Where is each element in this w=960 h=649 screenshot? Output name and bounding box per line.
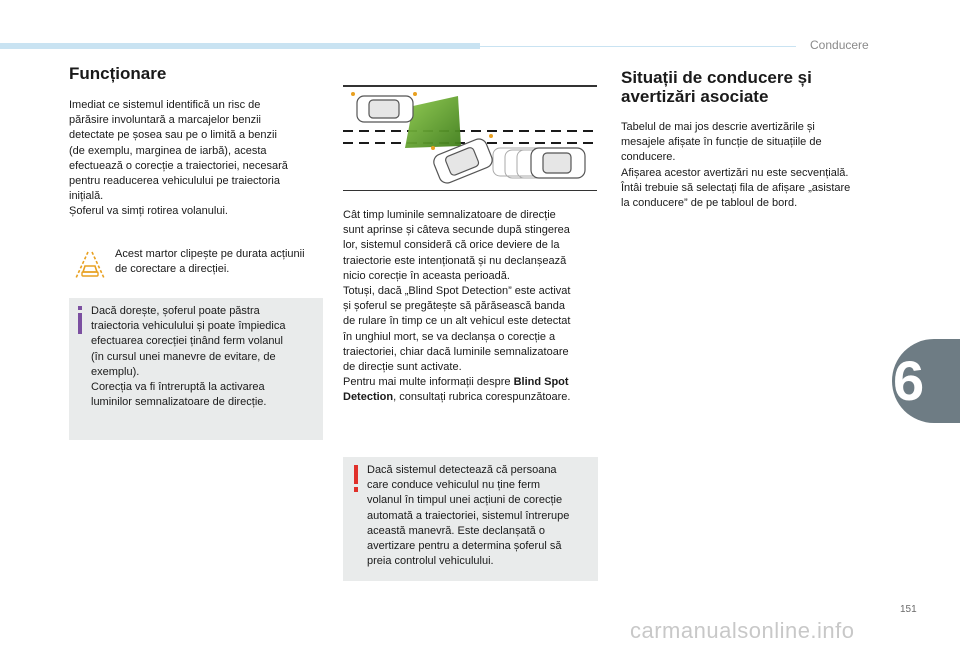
section-title-operation: Funcționare (69, 64, 167, 83)
indicator-note: Acest martor clipește pe durata acțiunii de corectare a direcției. (115, 248, 305, 276)
operation-paragraph: Imediat ce sistemul identifică un risc de părăsire involuntară a marcajelor benzii detectate pe șosea sau pe o limită a benzii (de exemplu, marginea de iarbă), acesta efectuează o corecție a traiectoriei, necesară pentru readucerea vehiculului pe traiectoria inițială. Șoferul va simți rotirea volanului. (69, 99, 288, 218)
column-situations (621, 68, 881, 211)
header-accent-line (480, 46, 796, 47)
watermark: carmanualsonline.info (630, 618, 855, 643)
exclamation-icon (352, 465, 360, 493)
lane-departure-icon (70, 250, 110, 280)
info-box (69, 298, 323, 440)
info-icon (75, 306, 85, 334)
header-accent-bar (0, 43, 480, 49)
alert-note: Dacă sistemul detectează că persoana care conduce vehiculul nu ține ferm volanul în timpul unei acțiuni de corecție automată a traiectoriei, sistemul întrerupe această manevră. Este declanșată o avertizare pentru a determina șoferul să preia controlul vehiculului. (367, 464, 570, 568)
situations-paragraph: Tabelul de mai jos descrie avertizările și mesajele afișate în funcție de situațiile de conducere. Afișarea acestor avertizări nu este secvențială. Întâi trebuie să selectați fila de afișare „asistare la conducere” de pe tabloul de bord. (621, 121, 851, 210)
illustration-bottom-rule (343, 190, 597, 191)
chapter-number: 6 (893, 349, 925, 412)
section-title-situations: Situații de conducere și avertizări asociate (621, 68, 812, 106)
turn-signal-text: Cât timp luminile semnalizatoare de direcție sunt aprinse și câteva secunde după stingerea lor, sistemul consideră că orice deviere de la traiectorie este intenționată și nu declanșează nicio corecție în aceasta perioadă. Totuși, dacă „Blind Spot Detection” este activat și șoferul se pregătește să părăsească banda de rulare în timp ce un alt vehicul este detectat în unghiul mort, se va declanșa o corecție a traiectoriei, chiar dacă luminile semnalizatoare de direcție sunt activate. Pentru mai multe informații despre (343, 209, 571, 389)
turn-signal-paragraph (343, 208, 597, 406)
chapter-title: Conducere (810, 38, 869, 52)
turn-signal-text-end: , consultați rubrica corespunzătoare. (393, 391, 571, 404)
lane-correction-illustration (343, 86, 597, 190)
info-note: Dacă dorește, șoferul poate păstra traiectoria vehiculului și poate împiedica efectuarea corecției ținând ferm volanul (în cursul unei manevre de evitare, de exemplu). Corecția va fi întreruptă la activarea luminilor semnalizatoare de direcție. (91, 305, 286, 409)
blind-spot-reference: Blind Spot Detection (343, 376, 569, 404)
column-operation (69, 64, 323, 220)
page-number: 151 (900, 604, 917, 615)
alert-box (343, 457, 598, 581)
